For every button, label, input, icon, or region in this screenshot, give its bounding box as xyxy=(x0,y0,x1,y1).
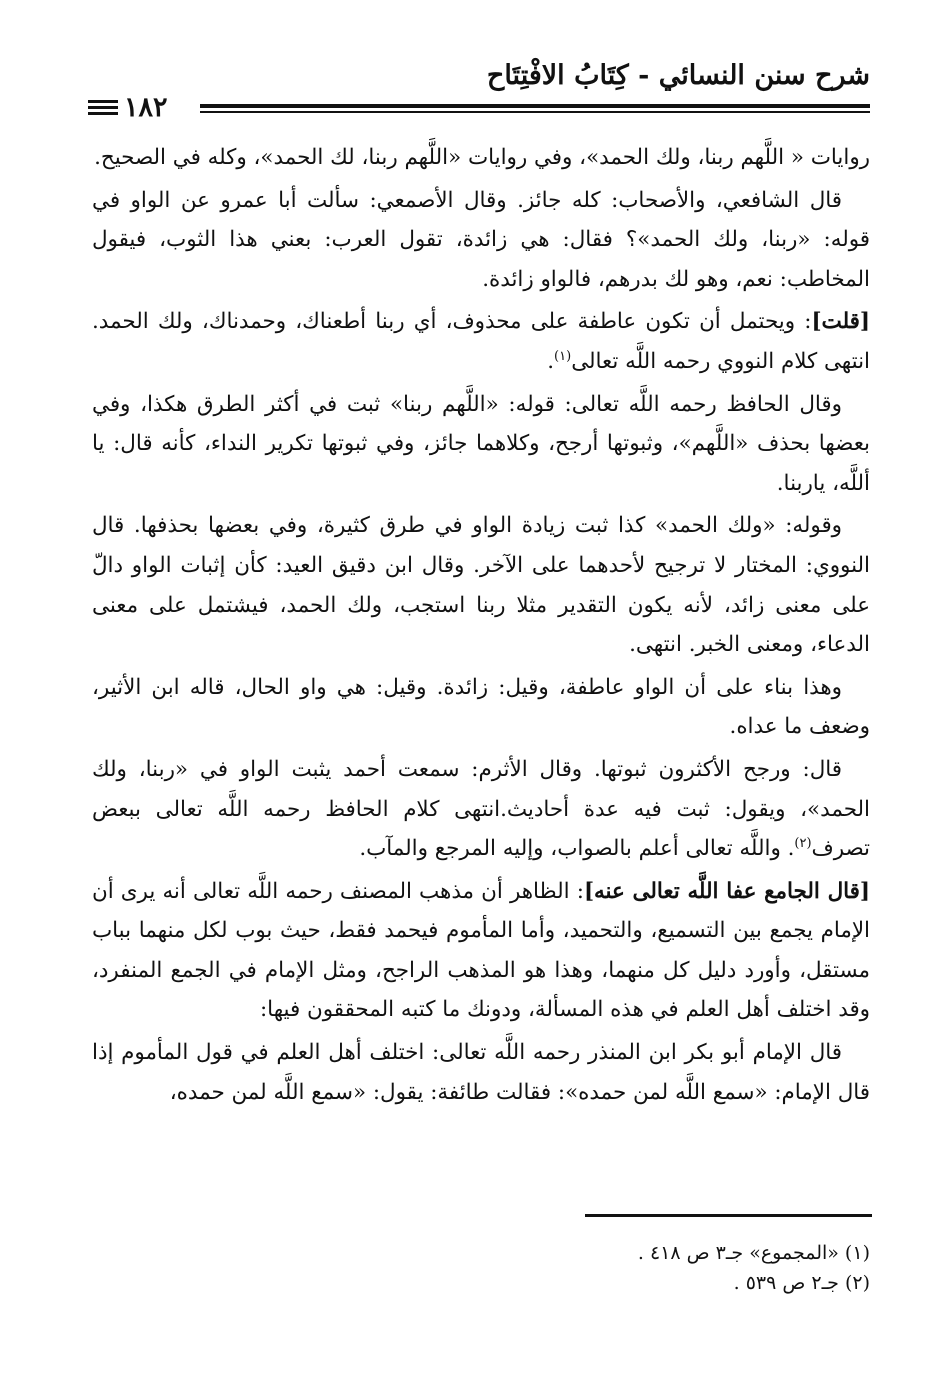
footnote-ref: (١) xyxy=(554,348,572,364)
book-title: شرح سنن النسائي - كِتَابُ الافْتِتَاح xyxy=(486,60,870,91)
page-number-rule xyxy=(88,112,118,115)
bracket-heading: [قلت] xyxy=(811,309,870,335)
footnotes xyxy=(470,1238,870,1298)
page-number-rule xyxy=(88,100,118,103)
footnote-ref: (٢) xyxy=(794,835,812,851)
page-header xyxy=(88,50,870,130)
footnote: (١) «المجموع» جـ٣ ص ٤١٨ . xyxy=(637,1242,870,1264)
header-rule-thick xyxy=(200,104,870,108)
paragraph: قال الشافعي، والأصحاب: كله جائز. وقال الأصمعي: سألت أبا عمرو عن الواو في قوله: «ربنا، ولك الحمد»؟ فقال: هي زائدة، تقول العرب: بعني هذا الثوب، فيقول المخاطب: نعم، وهو لك بدرهم، فالواو زائدة. xyxy=(92,187,870,292)
page-number-rule xyxy=(88,106,118,109)
main-text xyxy=(92,138,870,1115)
paragraph: [قال الجامع عفا اللَّه تعالى عنه]: الظاهر أن مذهب المصنف رحمه اللَّه تعالى أنه يرى أن الإمام يجمع بين التسميع، والتحميد، وأما المأموم فيحمد فقط، حيث بوب لكل منهما بباب مستقل، وأورد دليل كل منهما، وهذا هو المذهب الراجح، ومثل الإمام في الجمع المنفرد، وقد اختلف أهل العلم في هذه المسألة، ودونك ما كتبه المحققون فيها: xyxy=(92,878,870,1023)
header-rule-thin xyxy=(200,111,870,113)
paragraph: وقوله: «ولك الحمد» كذا ثبت زيادة الواو في طرق كثيرة، وفي بعضها بحذفها. قال النووي: المختار لا ترجيح لأحدهما على الآخر. وقال ابن دقيق العيد: كأن إثبات الواو دالّ على معنى زائد، لأنه يكون التقدير مثلا ربنا استجب، ولك الحمد، فيشتمل على معنى الدعاء، ومعنى الخبر. انتهى. xyxy=(92,513,870,658)
footnote: (٢) جـ٢ ص ٥٣٩ . xyxy=(733,1272,870,1294)
paragraph: [قلت]: ويحتمل أن تكون عاطفة على محذوف، أي ربنا أطعناك، وحمدناك، ولك الحمد. انتهى كلام النووي رحمه اللَّه تعالى$^{(١)}$. xyxy=(92,309,870,374)
footnote-separator xyxy=(585,1214,872,1217)
paragraph: قال الإمام أبو بكر ابن المنذر رحمه اللَّه تعالى: اختلف أهل العلم في قول المأموم إذا قال الإمام: «سمع اللَّه لمن حمده»: فقالت طائفة: يقول: «سمع اللَّه لمن حمده، xyxy=(92,1040,870,1105)
paragraph: روايات « اللَّهم ربنا، ولك الحمد»، وفي روايات «اللَّهم ربنا، لك الحمد»، وكله في الصحيح. xyxy=(94,145,870,170)
page-number: ١٨٢ xyxy=(124,92,168,123)
paragraph: وهذا بناء على أن الواو عاطفة، وقيل: زائدة. وقيل: هي واو الحال، قاله ابن الأثير، وضعف ما عداه. xyxy=(92,674,870,740)
paragraph: وقال الحافظ رحمه اللَّه تعالى: قوله: «اللَّهم ربنا» ثبت في أكثر الطرق هكذا، وفي بعضها بحذف «اللَّهم»، وثبوتها أرجح، وكلاهما جائز، وفي ثبوتها تكرير النداء، كأنه قال: يا أللَّه، ياربنا. xyxy=(92,391,870,496)
bracket-heading: [قال الجامع عفا اللَّه تعالى عنه] xyxy=(583,878,870,904)
paragraph: قال: ورجح الأكثرون ثبوتها. وقال الأثرم: سمعت أحمد يثبت الواو في «ربنا، ولك الحمد»، ويقول: ثبت فيه عدة أحاديث.انتهى كلام الحافظ رحمه اللَّه تعالى ببعض تصرف$^{(٢)}$. واللَّه تعالى أعلم بالصواب، وإليه المرجع والمآب. xyxy=(92,756,870,862)
